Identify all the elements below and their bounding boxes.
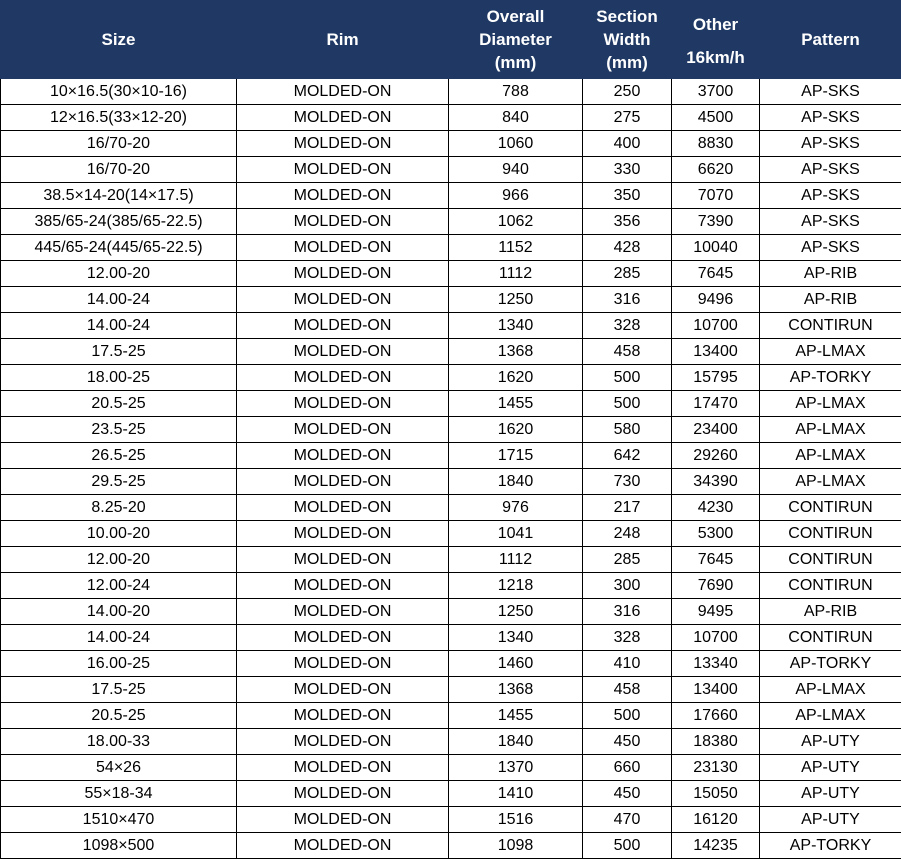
cell-overall-diameter: 940 xyxy=(449,157,583,183)
cell-size: 38.5×14-20(14×17.5) xyxy=(1,183,237,209)
cell-size: 16/70-20 xyxy=(1,157,237,183)
cell-pattern: CONTIRUN xyxy=(760,313,901,339)
header-other-label: Other xyxy=(692,14,739,34)
cell-pattern: AP-SKS xyxy=(760,235,901,261)
cell-rim: MOLDED-ON xyxy=(237,807,449,833)
cell-pattern: CONTIRUN xyxy=(760,547,901,573)
cell-overall-diameter: 1041 xyxy=(449,521,583,547)
table-row xyxy=(1,443,901,469)
table-row xyxy=(1,781,901,807)
cell-pattern: AP-LMAX xyxy=(760,417,901,443)
header-other-speed: 16km/h xyxy=(686,47,745,67)
cell-section-width: 450 xyxy=(583,781,672,807)
cell-other: 5300 xyxy=(672,521,760,547)
cell-rim: MOLDED-ON xyxy=(237,729,449,755)
table-row xyxy=(1,209,901,235)
cell-other: 15795 xyxy=(672,365,760,391)
cell-rim: MOLDED-ON xyxy=(237,547,449,573)
cell-other: 13400 xyxy=(672,339,760,365)
table-body xyxy=(1,79,901,859)
cell-rim: MOLDED-ON xyxy=(237,391,449,417)
cell-size: 14.00-20 xyxy=(1,599,237,625)
cell-other: 7645 xyxy=(672,261,760,287)
cell-other: 18380 xyxy=(672,729,760,755)
cell-overall-diameter: 788 xyxy=(449,79,583,105)
cell-overall-diameter: 1098 xyxy=(449,833,583,859)
cell-overall-diameter: 1460 xyxy=(449,651,583,677)
cell-size: 10.00-20 xyxy=(1,521,237,547)
table-row xyxy=(1,469,901,495)
cell-size: 12.00-20 xyxy=(1,547,237,573)
table-row xyxy=(1,365,901,391)
table-row xyxy=(1,703,901,729)
cell-rim: MOLDED-ON xyxy=(237,365,449,391)
cell-rim: MOLDED-ON xyxy=(237,261,449,287)
cell-overall-diameter: 1250 xyxy=(449,599,583,625)
cell-size: 14.00-24 xyxy=(1,313,237,339)
cell-other: 8830 xyxy=(672,131,760,157)
cell-other: 9496 xyxy=(672,287,760,313)
cell-other: 17660 xyxy=(672,703,760,729)
cell-rim: MOLDED-ON xyxy=(237,781,449,807)
header-size: Size xyxy=(1,1,237,79)
cell-overall-diameter: 1060 xyxy=(449,131,583,157)
table-row xyxy=(1,105,901,131)
cell-section-width: 250 xyxy=(583,79,672,105)
header-section-width xyxy=(583,1,672,79)
cell-other: 17470 xyxy=(672,391,760,417)
cell-rim: MOLDED-ON xyxy=(237,625,449,651)
table-row xyxy=(1,79,901,105)
cell-other: 7690 xyxy=(672,573,760,599)
cell-section-width: 500 xyxy=(583,833,672,859)
cell-rim: MOLDED-ON xyxy=(237,573,449,599)
cell-size: 10×16.5(30×10-16) xyxy=(1,79,237,105)
cell-rim: MOLDED-ON xyxy=(237,651,449,677)
cell-size: 18.00-33 xyxy=(1,729,237,755)
cell-other: 3700 xyxy=(672,79,760,105)
cell-section-width: 328 xyxy=(583,313,672,339)
cell-section-width: 450 xyxy=(583,729,672,755)
table-row xyxy=(1,651,901,677)
cell-section-width: 217 xyxy=(583,495,672,521)
cell-pattern: AP-UTY xyxy=(760,781,901,807)
cell-pattern: CONTIRUN xyxy=(760,573,901,599)
cell-pattern: AP-UTY xyxy=(760,807,901,833)
cell-other: 15050 xyxy=(672,781,760,807)
cell-other: 10700 xyxy=(672,313,760,339)
table-row xyxy=(1,417,901,443)
cell-other: 34390 xyxy=(672,469,760,495)
cell-other: 16120 xyxy=(672,807,760,833)
table-row xyxy=(1,157,901,183)
cell-overall-diameter: 1455 xyxy=(449,703,583,729)
table-row xyxy=(1,729,901,755)
table-row xyxy=(1,547,901,573)
cell-pattern: AP-SKS xyxy=(760,209,901,235)
cell-pattern: AP-TORKY xyxy=(760,651,901,677)
cell-section-width: 470 xyxy=(583,807,672,833)
cell-section-width: 730 xyxy=(583,469,672,495)
cell-other: 7070 xyxy=(672,183,760,209)
table-row xyxy=(1,183,901,209)
cell-section-width: 316 xyxy=(583,599,672,625)
cell-pattern: AP-RIB xyxy=(760,599,901,625)
cell-size: 26.5-25 xyxy=(1,443,237,469)
cell-other: 13400 xyxy=(672,677,760,703)
cell-overall-diameter: 1840 xyxy=(449,469,583,495)
cell-size: 17.5-25 xyxy=(1,339,237,365)
cell-other: 6620 xyxy=(672,157,760,183)
header-diameter-line-3: (mm) xyxy=(494,53,537,72)
cell-overall-diameter: 1370 xyxy=(449,755,583,781)
header-section-line-2: Width xyxy=(603,30,651,49)
table-row xyxy=(1,807,901,833)
cell-size: 12×16.5(33×12-20) xyxy=(1,105,237,131)
cell-size: 8.25-20 xyxy=(1,495,237,521)
cell-overall-diameter: 1840 xyxy=(449,729,583,755)
cell-section-width: 300 xyxy=(583,573,672,599)
cell-rim: MOLDED-ON xyxy=(237,209,449,235)
header-diameter-line-2: Diameter xyxy=(479,30,552,49)
cell-pattern: AP-LMAX xyxy=(760,469,901,495)
cell-rim: MOLDED-ON xyxy=(237,235,449,261)
header-row xyxy=(1,1,901,79)
cell-overall-diameter: 1152 xyxy=(449,235,583,261)
cell-other: 23130 xyxy=(672,755,760,781)
cell-section-width: 458 xyxy=(583,677,672,703)
table-row xyxy=(1,521,901,547)
table-row xyxy=(1,495,901,521)
cell-pattern: AP-LMAX xyxy=(760,443,901,469)
cell-rim: MOLDED-ON xyxy=(237,183,449,209)
cell-section-width: 316 xyxy=(583,287,672,313)
header-rim: Rim xyxy=(237,1,449,79)
cell-section-width: 580 xyxy=(583,417,672,443)
table-row xyxy=(1,235,901,261)
cell-rim: MOLDED-ON xyxy=(237,131,449,157)
cell-overall-diameter: 1455 xyxy=(449,391,583,417)
cell-section-width: 458 xyxy=(583,339,672,365)
cell-other: 9495 xyxy=(672,599,760,625)
cell-overall-diameter: 1340 xyxy=(449,625,583,651)
cell-overall-diameter: 1112 xyxy=(449,547,583,573)
cell-rim: MOLDED-ON xyxy=(237,287,449,313)
table-row xyxy=(1,131,901,157)
cell-size: 1510×470 xyxy=(1,807,237,833)
cell-pattern: CONTIRUN xyxy=(760,625,901,651)
cell-pattern: AP-SKS xyxy=(760,131,901,157)
cell-pattern: AP-LMAX xyxy=(760,677,901,703)
cell-overall-diameter: 1340 xyxy=(449,313,583,339)
cell-rim: MOLDED-ON xyxy=(237,703,449,729)
header-other xyxy=(672,1,760,79)
cell-overall-diameter: 1368 xyxy=(449,677,583,703)
cell-overall-diameter: 1715 xyxy=(449,443,583,469)
cell-section-width: 500 xyxy=(583,703,672,729)
cell-rim: MOLDED-ON xyxy=(237,495,449,521)
cell-other: 14235 xyxy=(672,833,760,859)
cell-pattern: AP-SKS xyxy=(760,79,901,105)
header-section-line-3: (mm) xyxy=(606,53,648,72)
cell-size: 20.5-25 xyxy=(1,703,237,729)
cell-other: 4230 xyxy=(672,495,760,521)
cell-size: 14.00-24 xyxy=(1,625,237,651)
cell-pattern: AP-RIB xyxy=(760,287,901,313)
cell-size: 55×18-34 xyxy=(1,781,237,807)
cell-overall-diameter: 1218 xyxy=(449,573,583,599)
cell-rim: MOLDED-ON xyxy=(237,833,449,859)
cell-overall-diameter: 966 xyxy=(449,183,583,209)
table-row xyxy=(1,339,901,365)
table-row xyxy=(1,261,901,287)
table-header xyxy=(1,1,901,79)
cell-size: 20.5-25 xyxy=(1,391,237,417)
cell-rim: MOLDED-ON xyxy=(237,105,449,131)
table-row xyxy=(1,287,901,313)
cell-other: 13340 xyxy=(672,651,760,677)
cell-section-width: 285 xyxy=(583,547,672,573)
cell-section-width: 400 xyxy=(583,131,672,157)
cell-size: 29.5-25 xyxy=(1,469,237,495)
cell-overall-diameter: 1112 xyxy=(449,261,583,287)
cell-overall-diameter: 1620 xyxy=(449,365,583,391)
cell-pattern: AP-UTY xyxy=(760,729,901,755)
cell-overall-diameter: 1368 xyxy=(449,339,583,365)
cell-pattern: AP-TORKY xyxy=(760,365,901,391)
cell-section-width: 500 xyxy=(583,365,672,391)
table-row xyxy=(1,599,901,625)
cell-pattern: AP-SKS xyxy=(760,157,901,183)
cell-pattern: AP-LMAX xyxy=(760,703,901,729)
cell-other: 7390 xyxy=(672,209,760,235)
header-diameter-line-1: Overall xyxy=(486,7,545,26)
cell-overall-diameter: 1516 xyxy=(449,807,583,833)
table-row xyxy=(1,755,901,781)
cell-overall-diameter: 1410 xyxy=(449,781,583,807)
cell-pattern: AP-LMAX xyxy=(760,339,901,365)
cell-pattern: AP-LMAX xyxy=(760,391,901,417)
cell-size: 445/65-24(445/65-22.5) xyxy=(1,235,237,261)
cell-rim: MOLDED-ON xyxy=(237,339,449,365)
cell-size: 23.5-25 xyxy=(1,417,237,443)
cell-rim: MOLDED-ON xyxy=(237,157,449,183)
cell-size: 1098×500 xyxy=(1,833,237,859)
table-row xyxy=(1,677,901,703)
cell-pattern: AP-RIB xyxy=(760,261,901,287)
cell-pattern: AP-SKS xyxy=(760,183,901,209)
cell-rim: MOLDED-ON xyxy=(237,469,449,495)
cell-size: 385/65-24(385/65-22.5) xyxy=(1,209,237,235)
cell-rim: MOLDED-ON xyxy=(237,443,449,469)
cell-other: 10700 xyxy=(672,625,760,651)
cell-section-width: 330 xyxy=(583,157,672,183)
cell-other: 23400 xyxy=(672,417,760,443)
cell-section-width: 428 xyxy=(583,235,672,261)
table-row xyxy=(1,573,901,599)
cell-pattern: CONTIRUN xyxy=(760,495,901,521)
header-section-line-1: Section xyxy=(596,7,658,26)
cell-rim: MOLDED-ON xyxy=(237,755,449,781)
cell-rim: MOLDED-ON xyxy=(237,417,449,443)
cell-overall-diameter: 1250 xyxy=(449,287,583,313)
cell-section-width: 356 xyxy=(583,209,672,235)
table-row xyxy=(1,833,901,859)
cell-section-width: 275 xyxy=(583,105,672,131)
cell-overall-diameter: 840 xyxy=(449,105,583,131)
cell-pattern: AP-UTY xyxy=(760,755,901,781)
table-row xyxy=(1,625,901,651)
cell-pattern: AP-TORKY xyxy=(760,833,901,859)
cell-overall-diameter: 1062 xyxy=(449,209,583,235)
cell-other: 10040 xyxy=(672,235,760,261)
cell-size: 17.5-25 xyxy=(1,677,237,703)
cell-section-width: 350 xyxy=(583,183,672,209)
cell-other: 7645 xyxy=(672,547,760,573)
cell-rim: MOLDED-ON xyxy=(237,599,449,625)
cell-size: 54×26 xyxy=(1,755,237,781)
cell-other: 29260 xyxy=(672,443,760,469)
cell-size: 16/70-20 xyxy=(1,131,237,157)
cell-size: 12.00-24 xyxy=(1,573,237,599)
cell-section-width: 660 xyxy=(583,755,672,781)
cell-size: 12.00-20 xyxy=(1,261,237,287)
cell-pattern: CONTIRUN xyxy=(760,521,901,547)
cell-rim: MOLDED-ON xyxy=(237,677,449,703)
table-row xyxy=(1,313,901,339)
cell-size: 18.00-25 xyxy=(1,365,237,391)
header-overall-diameter xyxy=(449,1,583,79)
cell-overall-diameter: 976 xyxy=(449,495,583,521)
cell-section-width: 410 xyxy=(583,651,672,677)
cell-section-width: 500 xyxy=(583,391,672,417)
cell-rim: MOLDED-ON xyxy=(237,313,449,339)
cell-pattern: AP-SKS xyxy=(760,105,901,131)
cell-section-width: 248 xyxy=(583,521,672,547)
cell-rim: MOLDED-ON xyxy=(237,521,449,547)
header-pattern: Pattern xyxy=(760,1,901,79)
cell-section-width: 285 xyxy=(583,261,672,287)
table-row xyxy=(1,391,901,417)
cell-other: 4500 xyxy=(672,105,760,131)
cell-overall-diameter: 1620 xyxy=(449,417,583,443)
cell-rim: MOLDED-ON xyxy=(237,79,449,105)
cell-size: 14.00-24 xyxy=(1,287,237,313)
cell-size: 16.00-25 xyxy=(1,651,237,677)
cell-section-width: 328 xyxy=(583,625,672,651)
cell-section-width: 642 xyxy=(583,443,672,469)
